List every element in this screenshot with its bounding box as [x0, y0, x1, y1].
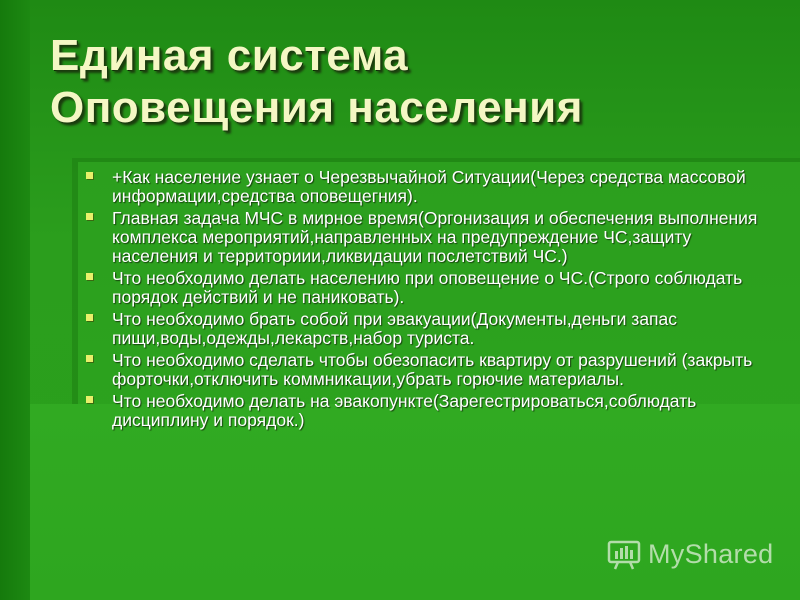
bullet-square-icon	[86, 273, 93, 280]
bullet-item	[86, 351, 776, 389]
bullet-square-icon	[86, 172, 93, 179]
bullet-square-icon	[86, 355, 93, 362]
bullet-square-icon	[86, 213, 93, 220]
slide-title	[50, 30, 770, 134]
bullet-text: Что необходимо сделать чтобы обезопасить квартиру от разрушений (закрыть форточки,отключить коммникации,убрать горючие материалы.	[112, 350, 753, 389]
bullet-text: +Как население узнает о Черезвычайной Ситуации(Через средства массовой информации,средства оповещегния).	[112, 167, 746, 206]
bullet-text: Что необходимо делать населению при оповещение о ЧС.(Строго соблюдать порядок действий и не паниковать).	[112, 268, 743, 307]
bullet-list	[86, 168, 776, 433]
bullet-item	[86, 168, 776, 206]
bullet-item	[86, 269, 776, 307]
bullet-text: Что необходимо брать собой при эвакуации(Документы,деньги запас пищи,воды,одежды,лекарств,набор туриста.	[112, 309, 678, 348]
slide-title-line-1: Единая система	[50, 31, 409, 80]
myshared-logo-icon	[606, 536, 642, 572]
bullet-text: Что необходимо делать на эвакопункте(Зарегестрироваться,соблюдать дисциплину и порядок.)	[112, 391, 697, 430]
bullet-item	[86, 392, 776, 430]
bullet-square-icon	[86, 314, 93, 321]
bullet-text: Главная задача МЧС в мирное время(Оргонизация и обеспечения выполнения комплекса мероприятий,направленных на предупреждение ЧС,защиту населения и территориии,ликвидации послетствий ЧС.)	[112, 208, 758, 266]
watermark-text: MyShared	[648, 538, 774, 569]
left-decorative-stripe	[0, 0, 30, 600]
myshared-watermark[interactable]	[606, 536, 773, 572]
bullet-square-icon	[86, 396, 93, 403]
bullet-item	[86, 209, 776, 266]
slide-title-line-2: Оповещения населения	[50, 83, 583, 132]
bullet-item	[86, 310, 776, 348]
